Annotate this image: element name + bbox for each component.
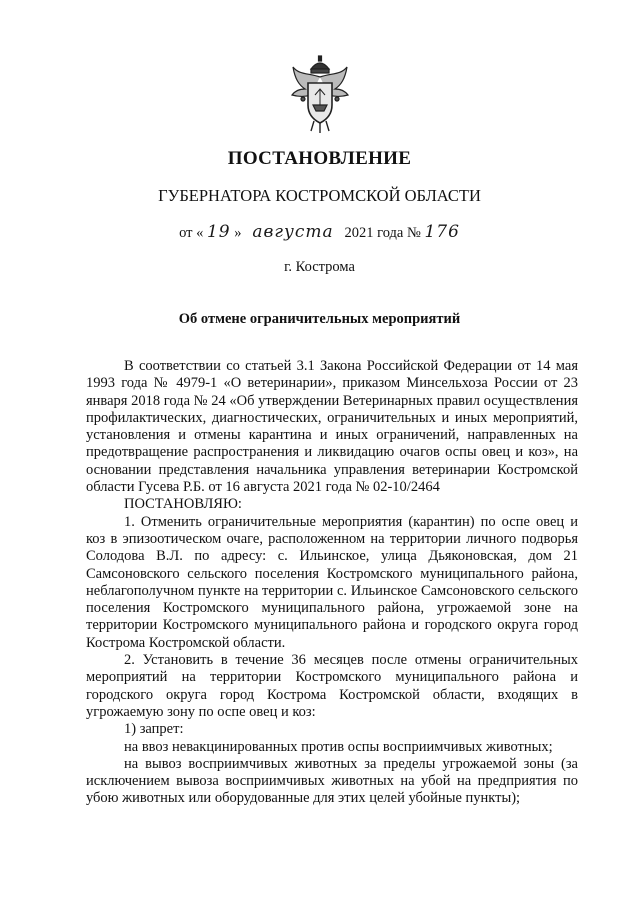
document-title: ПОСТАНОВЛЕНИЕ [227, 148, 412, 169]
date-prefix: от « [179, 225, 204, 241]
document-city: г. Кострома [284, 259, 355, 275]
paragraph-ban-import: на ввоз невакцинированных против оспы восприимчивых животных; [124, 738, 553, 755]
document-number-handwritten: 176 [424, 222, 460, 242]
date-month-handwritten: августа [252, 222, 334, 242]
coat-of-arms-emblem [289, 55, 351, 135]
date-mid: » [234, 225, 242, 241]
paragraph-ban-export: на вывоз восприимчивых животных за пределы угрожаемой зоны (за исключением вывоза восприимчивых животных на убой на предприятия по убою животных или оборудованные для этих целей убойные пункты); [86, 755, 578, 807]
date-year: 2021 года № [344, 225, 421, 241]
document-heading: Об отмене ограничительных мероприятий [178, 311, 461, 327]
paragraph-subitem-1: 1) запрет: [124, 721, 184, 738]
paragraph-item-1: 1. Отменить ограничительные мероприятия (карантин) по оспе овец и коз в эпизоотическом очаге, расположенном на территории личного подворья Солодова В.Л. по адресу: с. Ильинское, улица Дьяконовская, дом 21 Самсоновского сельского поселения Костромского муниципального района, неблагополучном пункте на территории с. Ильинское Самсоновского сельского поселения Костромского муниципального района, угрожаемой зоне на территории Костромского муниципального района и городского округа город Кострома Костромской области. [86, 513, 578, 651]
document-body [86, 358, 578, 808]
document-issuer: ГУБЕРНАТОРА КОСТРОМСКОЙ ОБЛАСТИ [158, 186, 481, 205]
paragraph-item-2: 2. Установить в течение 36 месяцев после отмены ограничительных мероприятий на территории Костромского муниципального района и городского округа город Кострома Костромской области, входящих в угрожаемую зону по оспе овец и коз: [86, 652, 578, 720]
paragraph-preamble: В соответствии со статьей 3.1 Закона Российской Федерации от 14 мая 1993 года № 4979-1 «О ветеринарии», приказом Минсельхоза России от 23 января 2018 года № 24 «Об утверждении Ветеринарных правил осуществления профилактических, диагностических, ограничительных и иных мероприятий, установления и отмены карантина и иных ограничений, направленных на предотвращение распространения и ликвидацию очагов оспы овец и коз», на основании представления начальника управления ветеринарии Костромской области Гусева Р.Б. от 16 августа 2021 года № 02-10/2464 [86, 358, 578, 496]
paragraph-resolve: ПОСТАНОВЛЯЮ: [124, 496, 242, 513]
date-day-handwritten: 19 [206, 222, 231, 242]
document-date-line [0, 222, 639, 242]
